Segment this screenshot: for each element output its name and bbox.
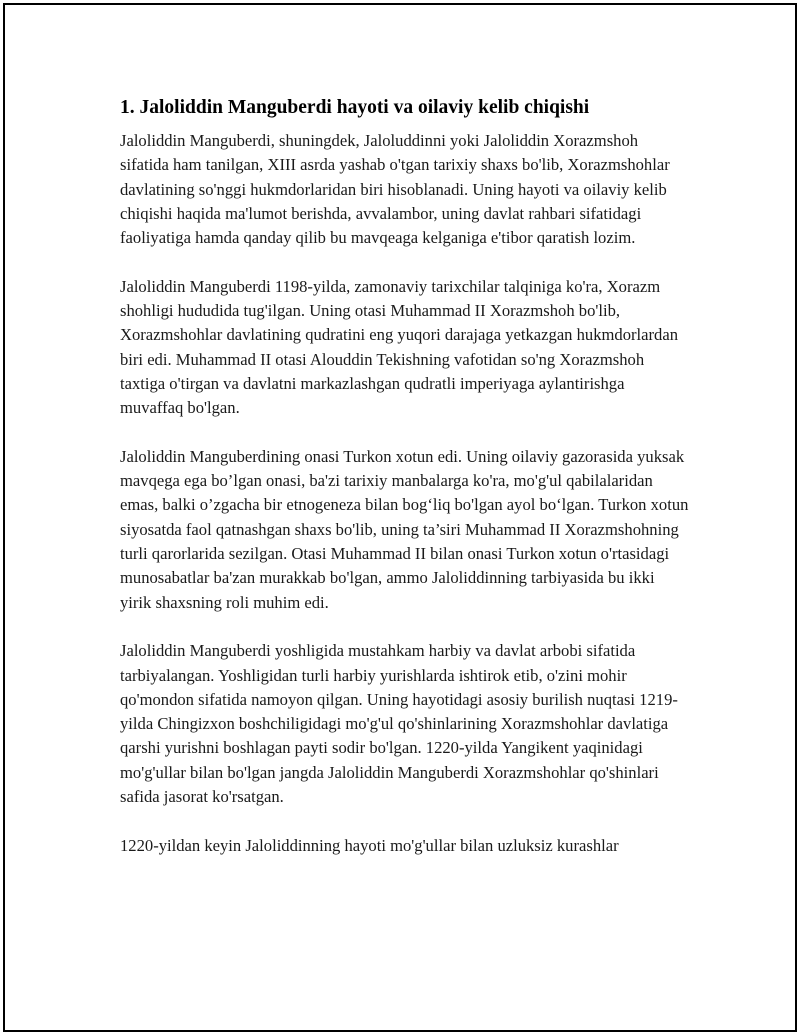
paragraph-youth: Jaloliddin Manguberdi yoshligida mustahkam harbiy va davlat arbobi sifatida tarbiyalangan. Yoshligidan turli harbiy yurishlarda ishtirok etib, o'zini mohir qo'mondon sifatida namoyon qilgan. Uning hayotidagi asosiy burilish nuqtasi 1219-yilda Chingizxon boshchiligidagi mo'g'ul qo'shinlarining Xorazmshohlar davlatiga qarshi yurishni boshlagan payti sodir bo'lgan. 1220-yilda Yangikent yaqinidagi mo'g'ullar bilan bo'lgan jangda Jaloliddin Manguberdi Xorazmshohlar qo'shinlari safida jasorat ko'rsatgan. <box>120 641 678 807</box>
section-heading: 1. Jaloliddin Manguberdi hayoti va oilaviy kelib chiqishi <box>120 97 590 118</box>
paragraph-intro: Jaloliddin Manguberdi, shuningdek, Jaloluddinni yoki Jaloliddin Xorazmshoh sifatida ham tanilgan, XIII asrda yashab o'tgan tarixiy shaxs bo'lib, Xorazmshohlar davlatining so'nggi hukmdorlaridan biri hisoblanadi. Uning hayoti va oilaviy kelib chiqishi haqida ma'lumot berishda, avvalambor, uning davlat rahbari sifatidagi faoliyatiga hamda qanday qilib bu mavqeaga kelganiga e'tibor qaratish lozim. <box>120 131 670 248</box>
paragraph-after-1220: 1220-yildan keyin Jaloliddinning hayoti mo'g'ullar bilan uzluksiz kurashlar <box>120 835 619 855</box>
paragraph-birth: Jaloliddin Manguberdi 1198-yilda, zamonaviy tarixchilar talqiniga ko'ra, Xorazm shohligi hududida tug'ilgan. Uning otasi Muhammad II Xorazmshoh bo'lib, Xorazmshohlar davlatining qudratini eng yuqori darajaga yetkazgan hukmdorlardan biri edi. Muhammad II otasi Alouddin Tekishning vafotidan so'ng Xorazmshoh taxtiga o'tirgan va davlatni markazlashgan qudratli imperiyaga aylantirishga muvaffaq bo'lgan. <box>120 276 679 418</box>
document-body <box>120 95 690 882</box>
document-page <box>3 3 797 1032</box>
paragraph-mother: Jaloliddin Manguberdining onasi Turkon xotun edi. Uning oilaviy gazorasida yuksak mavqega ega bo’lgan onasi, ba'zi tarixiy manbalarga ko'ra, mo'g'ul qabilalaridan emas, balki o’zgacha bir etnogeneza bilan bog‘liq bo'lgan ayol bo‘lgan. Turkon xotun siyosatda faol qatnashgan shaxs bo'lib, uning ta’siri Muhammad II Xorazmshohning turli qarorlarida sezilgan. Otasi Muhammad II bilan onasi Turkon xotun o'rtasidagi munosabatlar ba'zan murakkab bo'lgan, ammo Jaloliddinning tarbiyasida bu ikki yirik shaxsning roli muhim edi. <box>120 446 689 612</box>
